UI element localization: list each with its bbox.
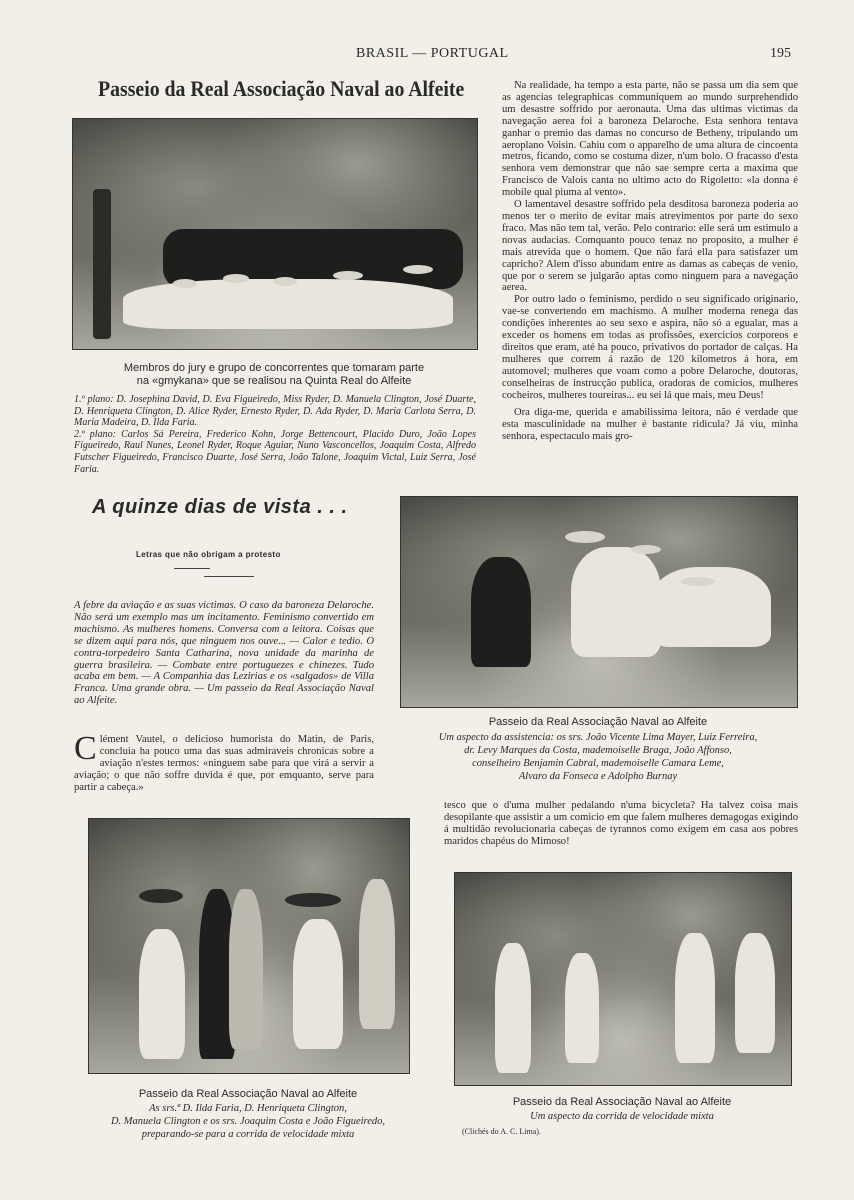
paragraph: Ora diga-me, querida e amabilissima leitora, não é verdade que esta masculinidade na mulher é bastante ridicula? Já viu, minha senhora, espectaculo mais gro- [502, 407, 798, 443]
caption-line: na «gmykana» que se realisou na Quinta Real do Alfeite [136, 375, 412, 387]
race-photo [454, 872, 792, 1086]
paragraph: Por outro lado o feminismo, perdido o seu significado originario, vae-se convertendo em machismo. A mulher moderna renega das condições inherentes ao seu sexo e aspira, não só a egualar, mas a exceder os homens em todas as profissões, exercicios corporeos e direitos que eram, até ha pouco, privativos do portador de calças. Ha mulheres que correm á razão de 120 kilometros á hora, em automovel; mulheres que voam como a pobre Delaroche, doutoras, conselheiras de instrucção publica, oradoras de comicios, mulheres cocheiros, mulheres toureiras... eu sei lá que mais, meu Deus! [502, 294, 798, 401]
subcaption-line: dr. Levy Marques da Costa, mademoiselle Braga, João Affonso, [464, 745, 732, 756]
subcaption-line: preparando-se para a corrida de velocidade mixta [141, 1129, 355, 1140]
photo-credit: (Clichés do A. C. Lima). [462, 1127, 541, 1136]
subcaption-line: conselheiro Benjamin Cabral, mademoiselle Camara Leme, [472, 758, 724, 769]
section-subtitle: Letras que não obrigam a protesto [136, 550, 281, 559]
runner-figure [735, 933, 775, 1053]
section-title: A quinze dias de vista . . . [92, 496, 348, 518]
paragraph: Na realidade, ha tempo a esta parte, não se passa um dia sem que as agencias telegraphicas communiquem ao mundo surprehendido um desastre soffrido por aeronauta. Uma das ultimas victimas da navegação aerea foi a baroneza Delaroche. Esta senhora tentava ganhar o premio das damas no concurso de Betheny, tripulando um aeroplano Voisin. Cahiu com o apparelho de uma altura de cincoenta metros, ficando, como se costuma dizer, n'um bolo. O fracasso d'esta senhora vem demonstrar que não sae sempre certa a maxima que Francisco de Valois canta no ultimo acto do Rigoletto: «la donna é mobile qual piuma al vento». [502, 80, 798, 199]
article-body-right [502, 80, 798, 443]
seated-lady [571, 547, 661, 657]
seated-man [471, 557, 531, 667]
runner-figure [495, 943, 531, 1073]
group-photo [72, 118, 478, 350]
names-list [74, 394, 476, 475]
running-title: BRASIL — PORTUGAL [356, 46, 509, 61]
article-continuation: tesco que o d'uma mulher pedalando n'uma bicycleta? Ha talvez coisa mais desopilante que assistir a um comicio em que falem mulheres demagogas exigindo á multidão revolucionaria cabeças de tyrannos como exigem em casa aos pobres maridos chapéus do Mimoso! [444, 800, 798, 847]
page-number: 195 [770, 46, 791, 61]
group-photo-caption [74, 362, 474, 388]
intro-text: lément Vautel, o delicioso humorista do Matin, de Paris, concluia ha pouco uma das suas admiraveis chronicas sobre a aviação n'estes termos: «ninguem sabe para que virá a servir a aviação; o que não soffre duvida é que, por emquanto, serve para partir a cabeça.» [74, 734, 374, 793]
section-intro [74, 730, 374, 794]
runner-figure [675, 933, 715, 1063]
man-figure [229, 889, 263, 1049]
subcaption-line: As srs.ª D. Ilda Faria, D. Henriqueta Clington, [149, 1103, 347, 1114]
subcaption-line: Um aspecto da assistencia: os srs. João Vicente Lima Mayer, Luiz Ferreira, [438, 732, 758, 743]
tree-trunk [93, 189, 111, 339]
audience-photo [400, 496, 798, 708]
seated-women [123, 279, 453, 329]
article-title: Passeio da Real Associação Naval ao Alfeite [98, 76, 465, 101]
ladies-photo-subcaption [88, 1102, 408, 1141]
lady-figure [293, 919, 343, 1049]
ladies-photo-caption: Passeio da Real Associação Naval ao Alfeite [138, 1088, 358, 1100]
race-photo-subcaption: Um aspecto da corrida de velocidade mixta [530, 1111, 714, 1122]
audience-photo-caption: Passeio da Real Associação Naval ao Alfeite [488, 716, 708, 728]
subcaption-line: D. Manuela Clington e os srs. Joaquim Costa e João Figueiredo, [110, 1116, 386, 1127]
paragraph: O lamentavel desastre soffrido pela desditosa baroneza poderia ao menos ter o merito de evitar mais atrevimentos por parte do sexo fraco. Mas não tem tal, verão. Pelo contrario: elle será um estimulo a novas audacias. Comquanto pouco tenaz no proposito, a mulher é mais atrevida que o homem. Que não fará ella para satisfazer um capricho? Alem d'isso abundam entre as damas as cabeças de venio, que por o serem se julgarão aptas como ninguem para a navegação aerea. [502, 199, 798, 294]
caption-line: Membros do jury e grupo de concorrentes que tomaram parte [123, 362, 425, 374]
divider [174, 568, 210, 569]
ladies-photo [88, 818, 410, 1074]
section-summary: A febre da aviação e as suas victimas. O caso da baroneza Delaroche. Não será um exemplo mas um incitamento. Feminismo convertido em machismo. As mulheres homens. Conversa com a leitora. Coisas que se dizem aqui para nós, que ninguem nos ouve... — Calor e tedio. O contra-torpedeiro Santa Catharina, nova unidade da marinha de guerra brasileira. — Combate entre portuguezes e chinezes. Tudo acaba em bem. — A Companhia das Lezirias e os «salgados» de Villa Franca. Uma grande obra. — Um passeio da Real Associação Naval ao Alfeite. [74, 600, 374, 707]
lady-figure [139, 929, 185, 1059]
names-first-plane: 1.º plano: D. Josephina David, D. Eva Figueiredo, Miss Ryder, D. Manuela Clington, José Duarte, D. Henriqueta Clington, D. Alice Ryder, Ernesto Ryder, D. Ada Ryder, D. Maria Carlota Serra, D. Maria Madeira, D. Ilda Faria. [74, 394, 476, 429]
runner-figure [565, 953, 599, 1063]
subcaption-line: Alvaro da Fonseca e Adolpho Burnay [518, 771, 678, 782]
drop-cap: C [74, 730, 97, 767]
audience-photo-subcaption [400, 731, 796, 783]
race-photo-caption: Passeio da Real Associação Naval ao Alfeite [512, 1096, 732, 1108]
divider [204, 576, 254, 577]
man-figure [359, 879, 395, 1029]
names-second-plane: 2.º plano: Carlos Sá Pereira, Frederico Kohn, Jorge Bettencourt, Placido Duro, João Lopes Figueiredo, Raul Nunes, Leonel Ryder, Roque Aguiar, Nuno Vasconcellos, Joaquim Costa, Alfredo Futscher Figueiredo, Francisco Duarte, José Serra, João Talone, Joaquim Victal, Luiz Serra, José Faria. [74, 428, 476, 475]
